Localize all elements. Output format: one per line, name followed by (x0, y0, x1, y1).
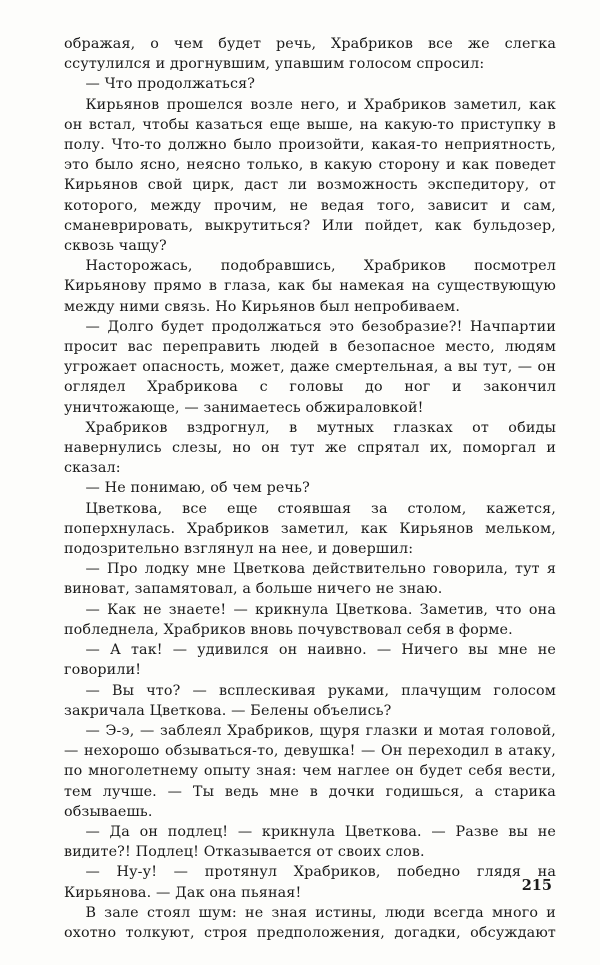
paragraph-14: — Да он подлец! — крикнула Цветкова. — Разве вы не видите?! Подлец! Отказывается от своих слов. (64, 823, 556, 861)
paragraph-3: Кирьянов прошелся возле него, и Храбриков заметил, как он встал, чтобы казаться еще выше, на какую-то приступку в полу. Что-то должно было произойти, какая-то неприятность, это было ясно, неясно только, в какую сторону и как поведет Кирьянов свой цирк, даст ли возможность экспедитору, от которого, между прочим, не ведая того, зависит и сам, сманеврировать, выкрутиться? Или пойдет, как бульдозер, сквозь чащу? (64, 96, 556, 255)
paragraph-13: — Э-э, — заблеял Храбриков, щуря глазки и мотая головой, — нехорошо обзываться-то, девушка! — Он переходил в атаку, по многолетнему опыту зная: чем наглее он будет себя вести, тем лучше. — Ты ведь мне в дочки годишься, а старика обзываешь. (64, 722, 556, 820)
paragraph-1: ображая, о чем будет речь, Храбриков все же слегка ссутулился и дрогнувшим, упавшим голосом спросил: (64, 36, 556, 73)
paragraph-11: — А так! — удивился он наивно. — Ничего вы мне не говорили! (64, 642, 556, 679)
paragraph-4: Насторожась, подобравшись, Храбриков посмотрел Кирьянову прямо в глаза, как бы намекая на существующую между ними связь. Но Кирьянов был непробиваем. (64, 258, 556, 315)
page-text (64, 34, 556, 943)
paragraph-9: — Про лодку мне Цветкова действительно говорила, тут я виноват, запамятовал, а больше ничего не знаю. (64, 561, 556, 598)
paragraph-15: — Ну-у! — протянул Храбриков, победно глядя на Кирьянова. — Дак она пьяная! (64, 864, 556, 901)
paragraph-7: — Не понимаю, об чем речь? (85, 480, 310, 497)
page-number: 215 (521, 877, 552, 894)
paragraph-2: — Что продолжаться? (85, 76, 256, 93)
paragraph-12: — Вы что? — всплескивая руками, плачущим голосом закричала Цветкова. — Белены объелись? (64, 682, 556, 719)
paragraph-6: Храбриков вздрогнул, в мутных глазках от обиды навернулись слезы, но он тут же спрятал их, поморгал и сказал: (64, 419, 556, 477)
paragraph-8: Цветкова, все еще стоявшая за столом, кажется, поперхнулась. Храбриков заметил, как Кирьянов мельком, подозрительно взглянул на нее, и довершил: (64, 500, 556, 558)
paragraph-5: — Долго будет продолжаться это безобразие?! Начпартии просит вас переправить людей в безопасное место, людям угрожает опасность, может, даже смертельная, а вы тут, — он оглядел Храбрикова с головы до ног и закончил уничтожающе, — занимаетесь обжираловкой! (64, 318, 556, 416)
paragraph-10: — Как не знаете! — крикнула Цветкова. Заметив, что она побледнела, Храбриков вновь почувствовал себя в форме. (64, 601, 556, 638)
paragraph-16: В зале стоял шум: не зная истины, люди всегда много и охотно толкуют, строя предположения, догадки, обсуждают (64, 904, 556, 941)
